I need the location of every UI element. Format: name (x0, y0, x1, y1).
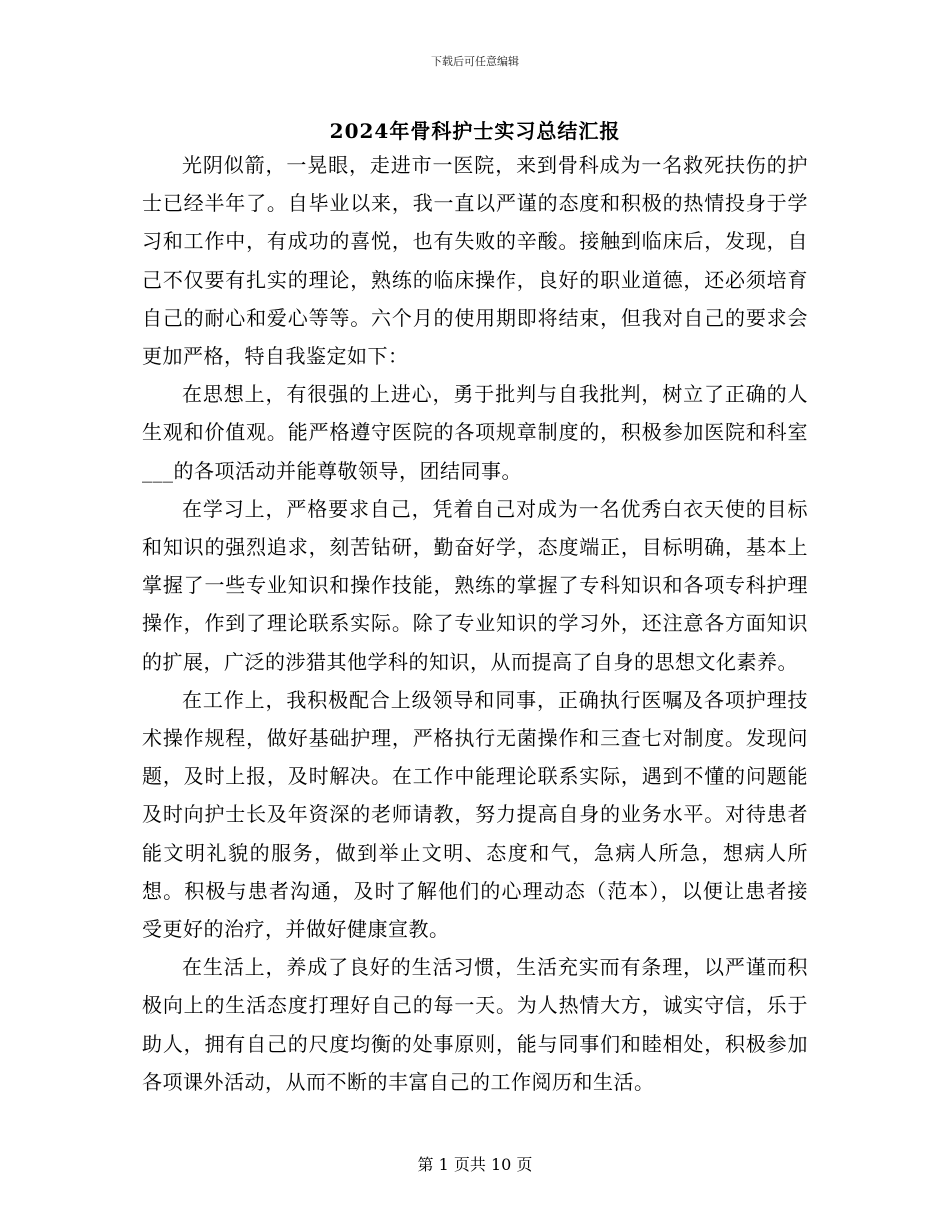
page-header: 下载后可任意编辑 (431, 55, 519, 68)
document-body (142, 146, 808, 1101)
paragraph-intro: 光阴似箭，一晃眼，走进市一医院，来到骨科成为一名救死扶伤的护士已经半年了。自毕业以来，我一直以严谨的态度和积极的热情投身于学习和工作中，有成功的喜悦，也有失败的辛酸。接触到临床后，发现，自己不仅要有扎实的理论，熟练的临床操作，良好的职业道德，还必须培育自己的耐心和爱心等等。六个月的使用期即将结束，但我对自己的要求会更加严格，特自我鉴定如下： (142, 153, 808, 369)
paragraph-thought: 在思想上，有很强的上进心，勇于批判与自我批判，树立了正确的人生观和价值观。能严格遵守医院的各项规章制度的，积极参加医院和科室___的各项活动并能尊敬领导，团结同事。 (142, 382, 808, 483)
document-title: 2024年骨科护士实习总结汇报 (329, 119, 621, 143)
paragraph-study: 在学习上，严格要求自己，凭着自己对成为一名优秀白衣天使的目标和知识的强烈追求，刻苦钻研，勤奋好学，态度端正，目标明确，基本上掌握了一些专业知识和操作技能，熟练的掌握了专科知识和各项专科护理操作，作到了理论联系实际。除了专业知识的学习外，还注意各方面知识的扩展，广泛的涉猎其他学科的知识，从而提高了自身的思想文化素养。 (142, 496, 808, 674)
page-footer: 第 1 页共 10 页 (417, 1155, 533, 1174)
paragraph-work: 在工作上，我积极配合上级领导和同事，正确执行医嘱及各项护理技术操作规程，做好基础护理，严格执行无菌操作和三查七对制度。发现问题，及时上报，及时解决。在工作中能理论联系实际，遇到不懂的问题能及时向护士长及年资深的老师请教，努力提高自身的业务水平。对待患者能文明礼貌的服务，做到举止文明、态度和气，急病人所急，想病人所想。积极与患者沟通，及时了解他们的心理动态（范本），以便让患者接受更好的治疗，并做好健康宣教。 (142, 687, 808, 942)
paragraph-life: 在生活上，养成了良好的生活习惯，生活充实而有条理，以严谨而积极向上的生活态度打理好自己的每一天。为人热情大方，诚实守信，乐于助人，拥有自己的尺度均衡的处事原则，能与同事们和睦相处，积极参加各项课外活动，从而不断的丰富自己的工作阅历和生活。 (142, 955, 808, 1094)
